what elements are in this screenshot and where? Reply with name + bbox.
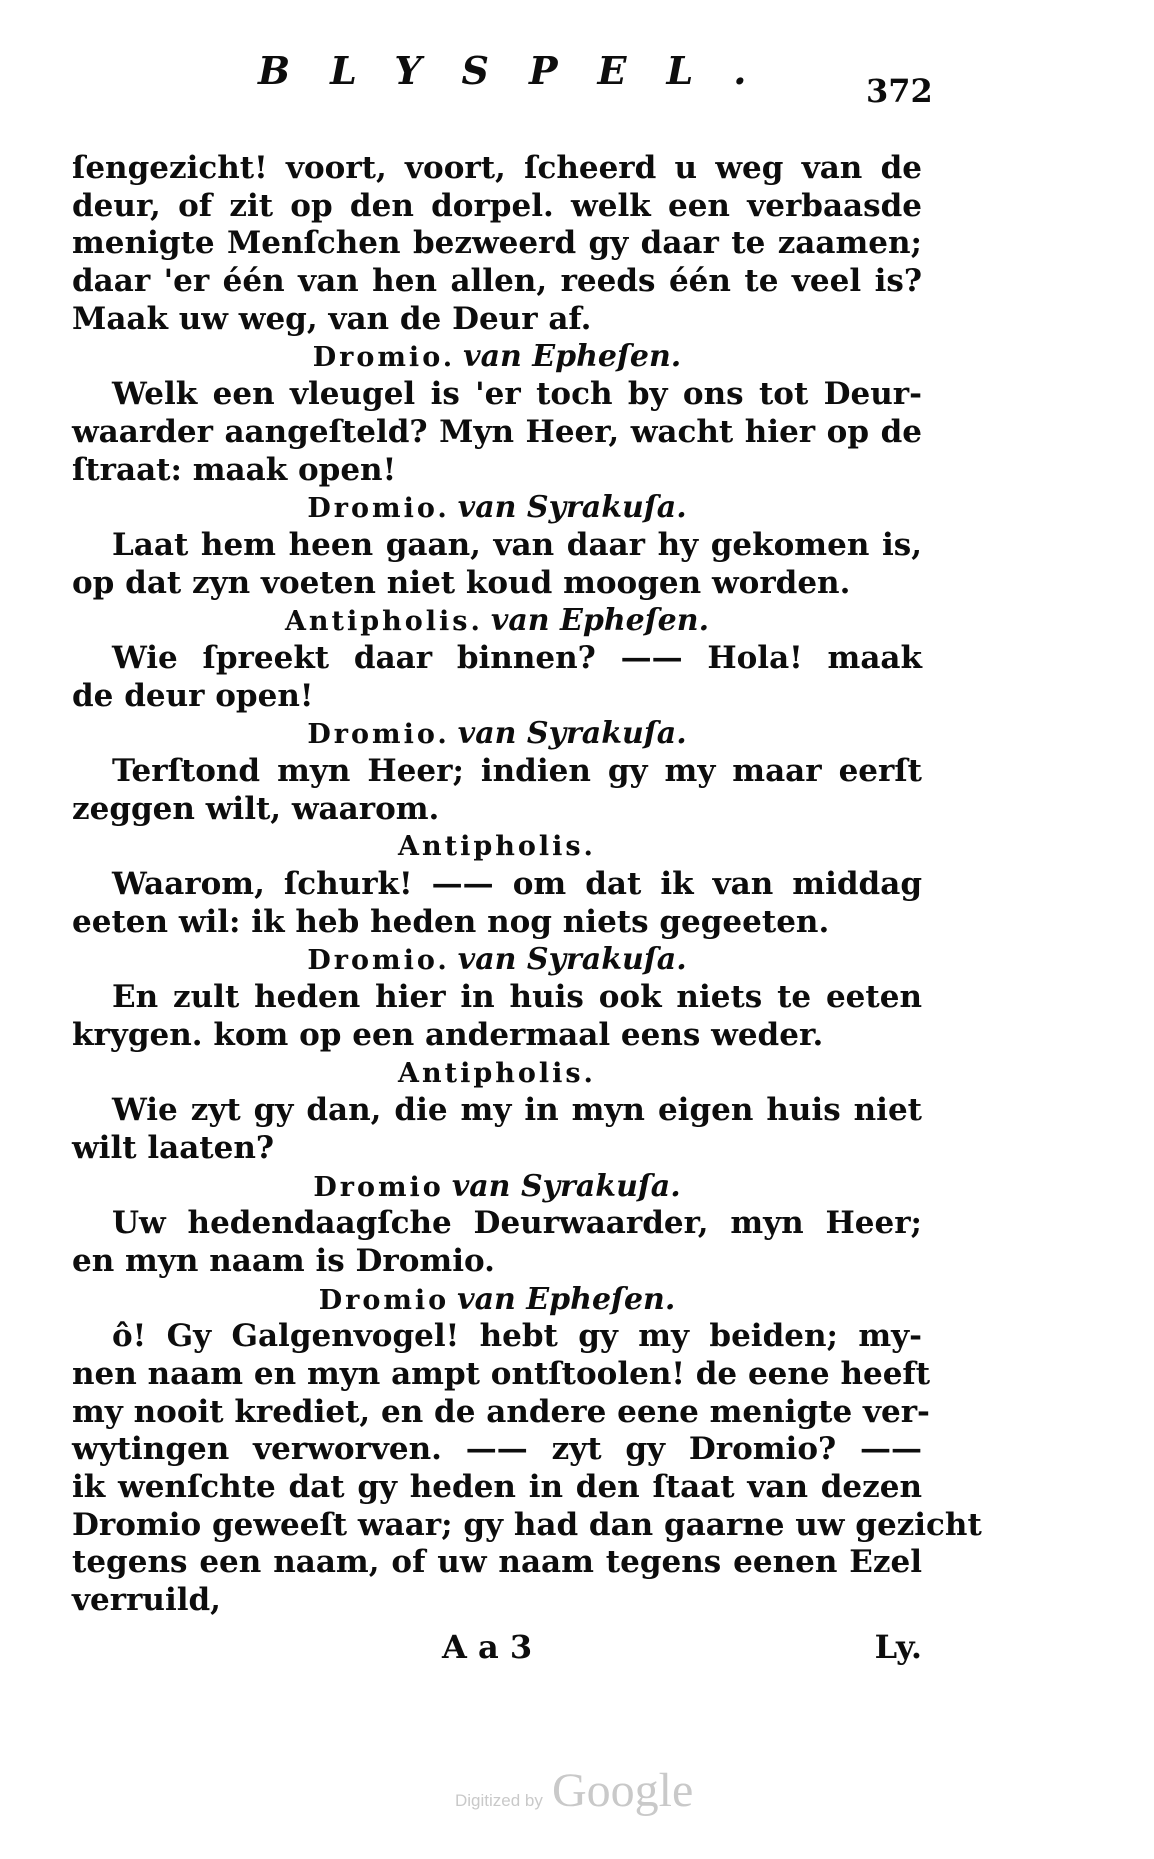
speaker-name: Dromio xyxy=(313,1171,444,1203)
page-number: 372 xyxy=(866,72,933,110)
speaker-name: Dromio. xyxy=(307,493,450,525)
google-logo: Google xyxy=(551,1764,694,1817)
text-line: Maak uw weg, van de Deur af. xyxy=(72,300,592,337)
text-line: ik wenſchte dat gy heden in den ſtaat van dezen xyxy=(72,1469,922,1506)
speaker-name: Dromio. xyxy=(307,945,450,977)
text-line: op dat zyn voeten niet koud moogen worden. xyxy=(72,564,851,601)
text-line: de deur open! xyxy=(72,677,314,714)
speaker-heading xyxy=(72,715,922,753)
speaker-qualifier: van Syrakuſa. xyxy=(457,716,687,752)
text-line: wytingen verworven. —— zyt gy Dromio? —— xyxy=(72,1431,922,1468)
digitized-watermark xyxy=(455,1763,693,1818)
text-line: Welk een vleugel is 'er toch by ons tot Deur- xyxy=(112,376,922,413)
speaker-qualifier: van Syrakuſa. xyxy=(457,490,687,526)
text-line: zeggen wilt, waarom. xyxy=(72,790,440,827)
text-line: Uw hedendaagſche Deurwaarder, myn Heer; xyxy=(112,1205,922,1242)
text-line: Dromio geweeſt waar; gy had dan gaarne uw gezicht xyxy=(72,1506,982,1543)
text-line: En zult heden hier in huis ook niets te eeten xyxy=(112,979,922,1016)
text-line: verruild, xyxy=(72,1582,221,1619)
text-line: wilt laaten? xyxy=(72,1129,275,1166)
speaker-heading xyxy=(72,602,922,640)
speaker-heading xyxy=(72,1281,922,1319)
text-line: nen naam en myn ampt ontſtoolen! de eene heeft xyxy=(72,1356,931,1392)
text-line: my nooit krediet, en de andere eene menigte ver- xyxy=(72,1393,930,1430)
text-line: ſengezicht! voort, voort, ſcheerd u weg van de xyxy=(72,150,922,186)
speaker-heading xyxy=(72,489,922,527)
speaker-qualifier: van Epheſen. xyxy=(457,1281,676,1317)
speaker-qualifier: van Syrakuſa. xyxy=(451,1168,681,1204)
speaker-name: Dromio. xyxy=(307,719,450,751)
text-line: Wie ſpreekt daar binnen? —— Hola! maak xyxy=(112,639,922,676)
text-line: krygen. kom op een andermaal eens weder. xyxy=(72,1016,824,1053)
speaker-qualifier: van Epheſen. xyxy=(490,603,710,639)
text-line: Waarom, ſchurk! —— om dat ik van middag xyxy=(112,866,922,903)
text-line: eeten wil: ik heb heden nog niets gegeeten. xyxy=(72,903,830,940)
text-line: Wie zyt gy dan, die my in myn eigen huis niet xyxy=(112,1092,922,1129)
text-line: waarder aangeſteld? Myn Heer, wacht hier op de xyxy=(72,413,922,450)
text-line: menigte Menſchen bezweerd gy daar te zaamen; xyxy=(72,225,922,262)
speaker-heading xyxy=(72,1055,922,1093)
text-line: ô! Gy Galgenvogel! hebt gy my beiden; my- xyxy=(112,1318,922,1355)
text-line: Laat hem heen gaan, van daar hy gekomen is, xyxy=(112,526,922,563)
text-line: deur, of zit op den dorpel. welk een verbaasde xyxy=(72,187,922,224)
speaker-name: Antipholis. xyxy=(284,606,483,638)
speaker-heading xyxy=(72,828,922,866)
page-footer xyxy=(72,1628,922,1668)
text-line: daar 'er één van hen allen, reeds één te veel is? xyxy=(72,263,922,300)
catchword: Ly. xyxy=(874,1628,922,1666)
text-line: tegens een naam, of uw naam tegens eenen Ezel xyxy=(72,1544,922,1581)
speaker-name: Antipholis. xyxy=(398,831,596,863)
text-line: en myn naam is Dromio. xyxy=(72,1242,495,1279)
speaker-name: Dromio xyxy=(318,1284,450,1316)
running-title: BLYSPEL. xyxy=(258,48,787,93)
speaker-heading xyxy=(72,1168,922,1206)
speaker-qualifier: van Epheſen. xyxy=(463,339,682,375)
text-line: Terſtond myn Heer; indien gy my maar eerſt xyxy=(112,753,922,789)
play-text xyxy=(72,150,982,1620)
watermark-small-text: Digitized by xyxy=(455,1791,543,1810)
text-line: ſtraat: maak open! xyxy=(72,451,397,488)
speaker-heading xyxy=(72,338,922,376)
signature-mark: A a 3 xyxy=(442,1628,533,1666)
speaker-qualifier: van Syrakuſa. xyxy=(457,942,687,978)
speaker-name: Dromio. xyxy=(312,342,456,374)
speaker-heading xyxy=(72,941,922,979)
speaker-name: Antipholis. xyxy=(398,1057,596,1089)
